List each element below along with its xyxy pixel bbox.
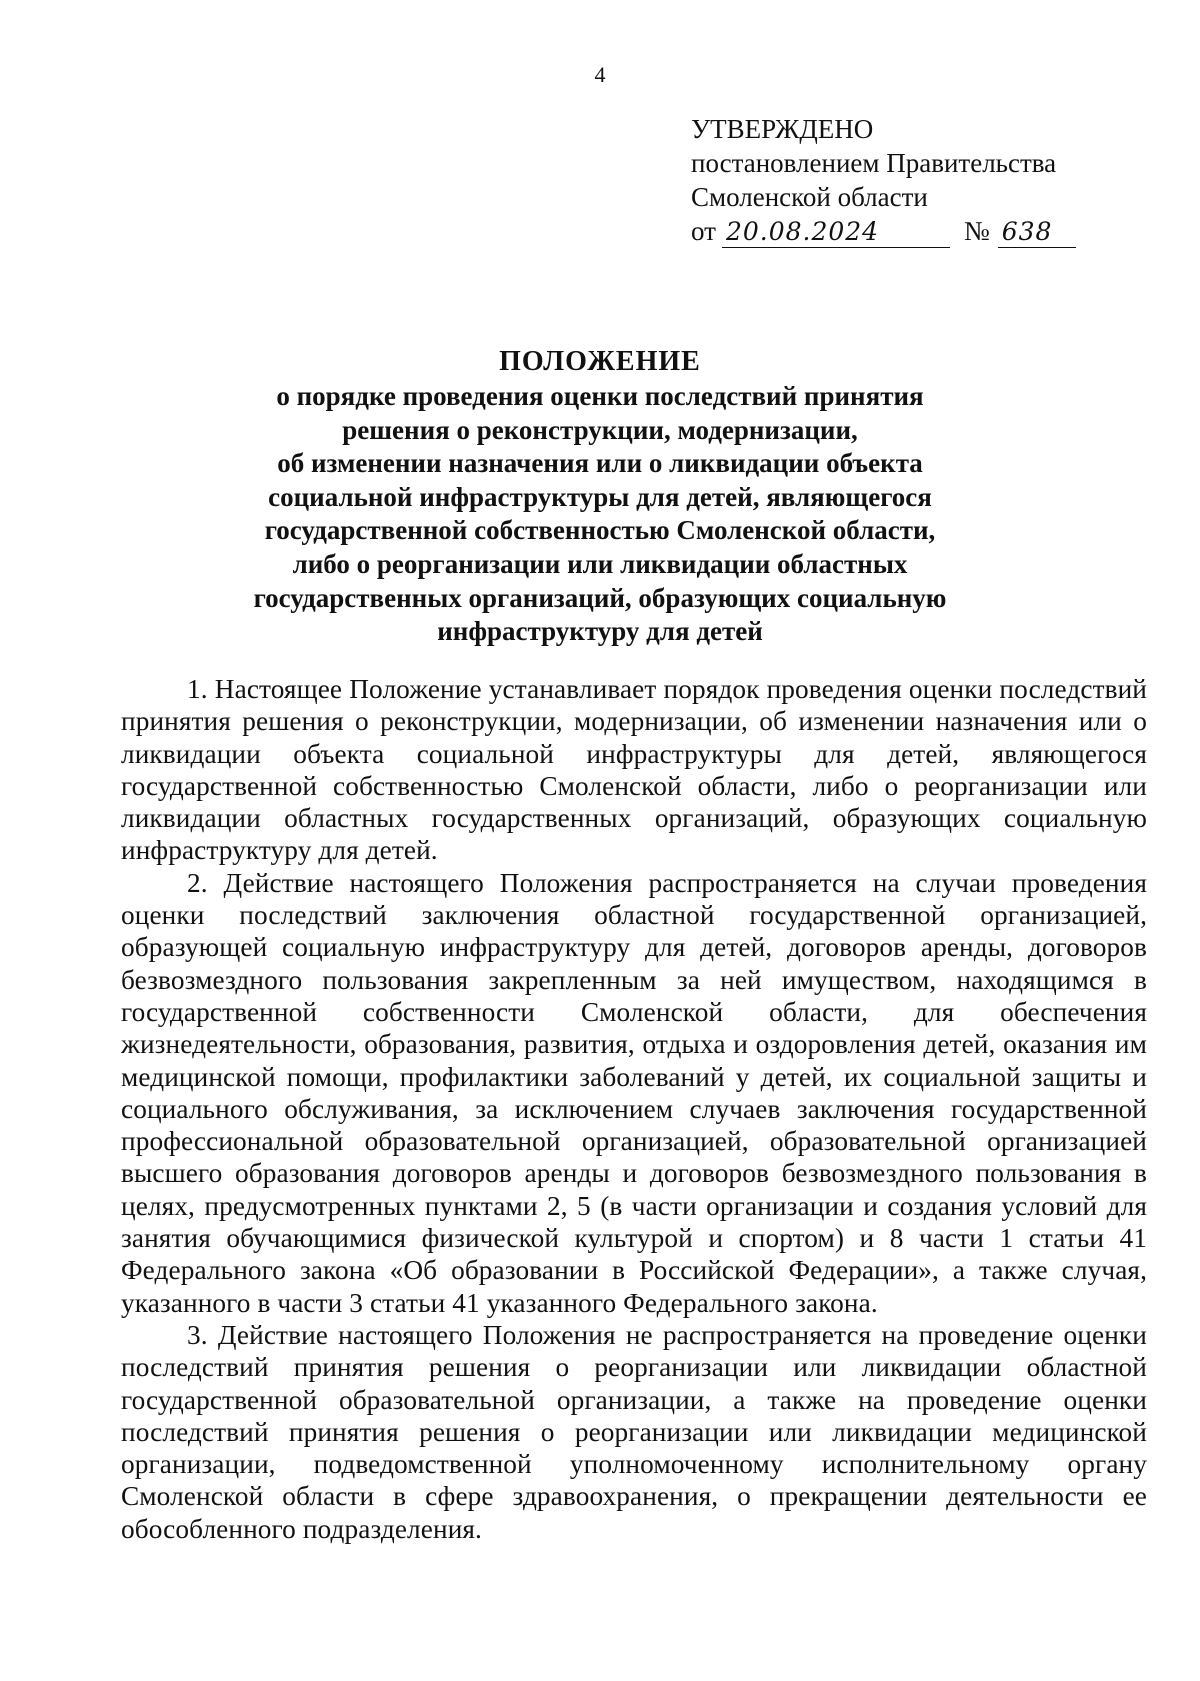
- subtitle-line: государственных организаций, образующих социальную: [253, 582, 947, 613]
- approval-date-number-row: [691, 214, 1076, 248]
- document-subtitle: [0, 380, 1200, 649]
- approval-heading: УТВЕРЖДЕНО: [691, 114, 874, 144]
- subtitle-line: инфраструктуру для детей: [437, 616, 763, 647]
- paragraph-1: 1. Настоящее Положение устанавливает порядок проведения оценки последствий принятия решения о реконструкции, модернизации, об изменении назначения или о ликвидации объекта социальной инфраструктуры для детей, являющегося государственной собственностью Смоленской области, либо о реорганизации или ликвидации областных государственных организаций, образующих социальную инфраструктуру для детей.: [121, 674, 1147, 866]
- page-number: 4: [594, 62, 606, 87]
- approval-stamp: [691, 112, 1076, 248]
- subtitle-line: об изменении назначения или о ликвидации объекта: [277, 448, 923, 479]
- document-body: [121, 673, 1147, 1545]
- document-title: ПОЛОЖЕНИЕ: [499, 346, 701, 377]
- paragraph-3: 3. Действие настоящего Положения не распространяется на проведение оценки последствий принятия решения о реорганизации или ликвидации областной государственной образовательной организации, а также на проведение оценки последствий принятия решения о реорганизации или ликвидации медицинской организации, подведомственной уполномоченному исполнительному органу Смоленской области в сфере здравоохранения, о прекращении деятельности ее обособленного подразделения.: [121, 1319, 1147, 1544]
- approval-region: Смоленской области: [691, 182, 928, 212]
- handwritten-date: 20.08.2024: [722, 217, 950, 248]
- document-title-block: [0, 344, 1200, 649]
- number-label: №: [963, 216, 990, 246]
- approval-authority: постановлением Правительства: [691, 148, 1057, 178]
- handwritten-number: 638: [998, 217, 1076, 248]
- paragraph-2: 2. Действие настоящего Положения распространяется на случаи проведения оценки последствий заключения областной государственной организацией, образующей социальную инфраструктуру для детей, договоров аренды, договоров безвозмездного пользования закрепленным за ней имуществом, находящимся в государственной собственности Смоленской области, для обеспечения жизнедеятельности, образования, развития, отдыха и оздоровления детей, оказания им медицинской помощи, профилактики заболеваний у детей, их социальной защиты и социального обслуживания, за исключением случаев заключения государственной профессиональной образовательной организацией, образовательной организацией высшего образования договоров аренды и договоров безвозмездного пользования в целях, предусмотренных пунктами 2, 5 (в части организации и создания условий для занятия обучающимися физической культурой и спортом) и 8 части 1 статьи 41 Федерального закона «Об образовании в Российской Федерации», а также случая, указанного в части 3 статьи 41 указанного Федерального закона.: [121, 867, 1147, 1318]
- subtitle-line: социальной инфраструктуры для детей, являющегося: [268, 481, 932, 512]
- subtitle-line: либо о реорганизации или ликвидации областных: [292, 548, 908, 579]
- date-prefix: от: [691, 216, 716, 246]
- subtitle-line: решения о реконструкции, модернизации,: [342, 414, 858, 445]
- subtitle-line: о порядке проведения оценки последствий принятия: [276, 381, 924, 411]
- subtitle-line: государственной собственностью Смоленской области,: [264, 515, 936, 546]
